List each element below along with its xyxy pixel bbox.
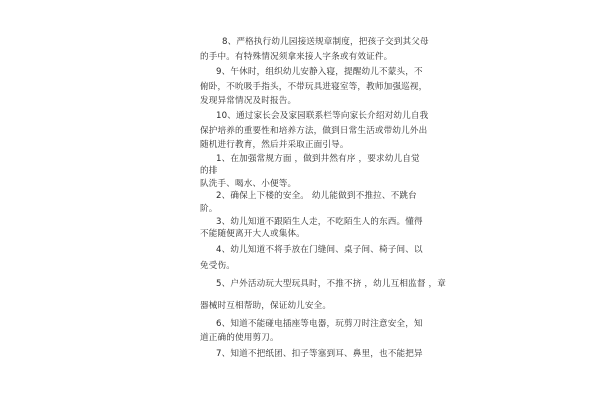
paragraph-10-line-2: 保护培养的重要性和培养方法，做到日常生活或带幼儿外出 [200,126,428,136]
item-3-line-2: 不能随便离开大人或集体。 [200,229,305,239]
paragraph-10-line-1: 10、通过家长会及家园联系栏等向家长介绍对幼儿自我 [216,111,429,121]
item-7-line-1: 7、知道不把纸团、扣子等塞到耳、鼻里，也不能把异 [216,349,423,359]
item-6-line-1: 6、知道不能碰电插座等电器，玩剪刀时注意安全，知 [216,319,423,329]
item-3-line-1: 3、幼儿知道不跟陌生人走，不吃陌生人的东西。懂得 [216,217,423,227]
paragraph-8-line-2: 的手中。有特殊情况须拿来接人字条或有效证件。 [200,52,393,62]
item-2-line-1: 2、确保上下楼的安全。 幼儿能做到不推拉、不跳台 [216,191,417,201]
paragraph-9-line-3: 发现异常情况及时报告。 [200,96,297,106]
item-4-line-1: 4、幼儿知道不将手放在门缝间、桌子间、椅子间、以 [216,245,423,255]
item-2-line-2: 阶。 [200,204,218,214]
paragraph-9-line-1: 9、午休时，组织幼儿安静入寝，提醒幼儿不蒙头，不 [216,67,423,77]
item-4-line-2: 免受伤。 [200,261,235,271]
item-1-line-1: 1、在加强常规方面 ，做到井然有序 ，要求幼儿自觉 [216,154,420,164]
item-5-line-1: 5、户外活动玩大型玩具时，不推不挤 ，幼儿互相监督 ，章 [216,279,446,289]
item-6-line-2: 道正确的使用剪刀。 [200,333,279,343]
item-5-line-2: 器械时互相帮助，保证幼儿安全。 [200,301,332,311]
item-1-line-2: 的排 [200,166,218,176]
paragraph-10-line-3: 随机进行教育，然后并采取正面引导。 [200,140,349,150]
paragraph-8-line-1: 8、严格执行幼儿园接送规章制度，把孩子交到其父母 [222,37,429,47]
paragraph-9-line-2: 俯卧，不吮吸手指头，不带玩具进寝室等，教师加强巡视， [200,82,428,92]
item-1-line-3: 队洗手、喝水、小便等。 [200,179,297,189]
